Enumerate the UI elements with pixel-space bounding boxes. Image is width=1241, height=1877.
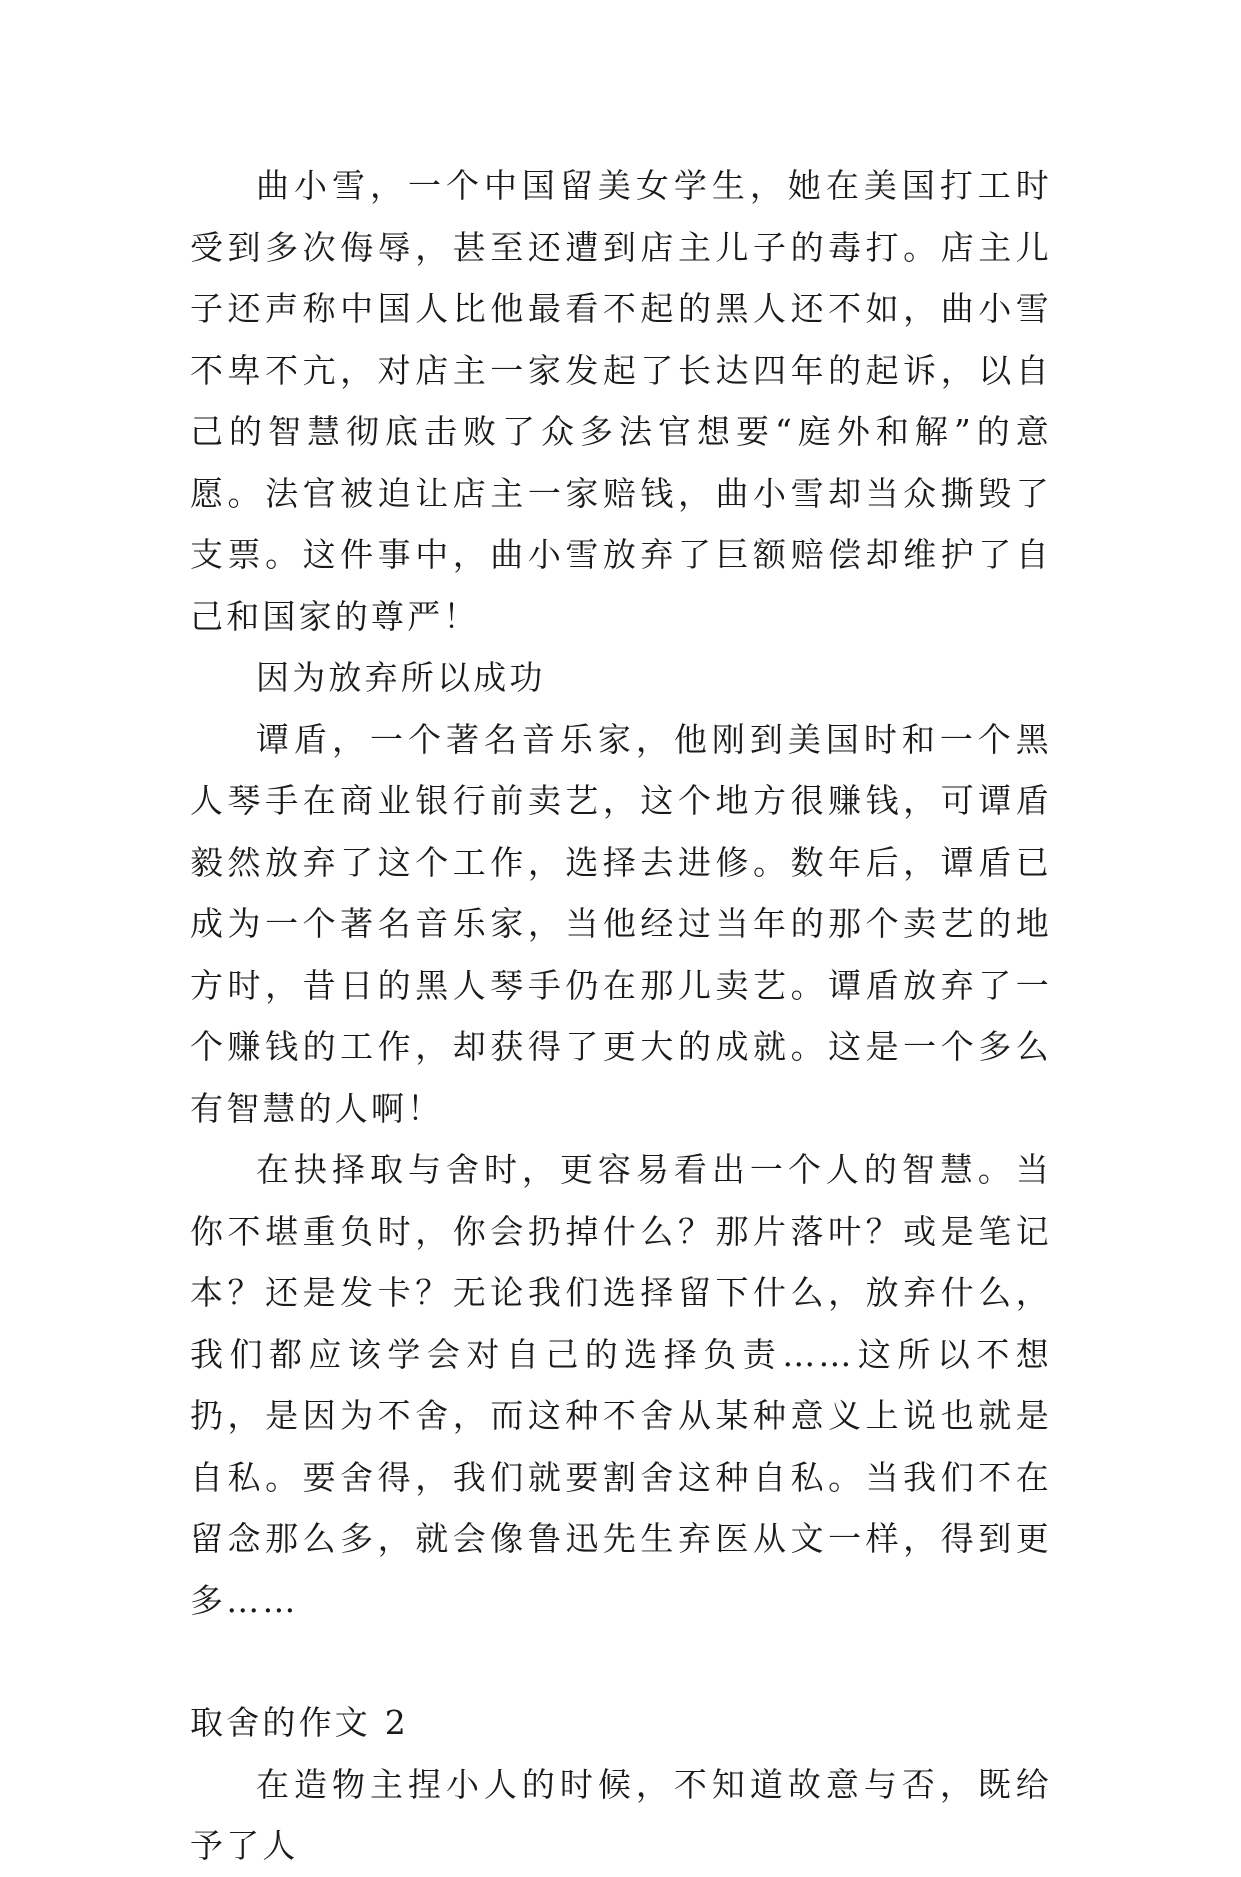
document-page — [190, 155, 1052, 1877]
subheading-give-up-success: 因为放弃所以成功 — [256, 658, 546, 697]
paragraph-creator: 在造物主捏小人的时候，不知道故意与否，既给予了人 — [190, 1764, 1052, 1865]
paragraph-choice-wisdom: 在抉择取与舍时，更容易看出一个人的智慧。当你不堪重负时，你会扔掉什么？那片落叶？或是笔记本？还是发卡？无论我们选择留下什么，放弃什么，我们都应该学会对自己的选择负责……这所以不想扔，是因为不舍，而这种不舍从某种意义上说也就是自私。要舍得，我们就要割舍这种自私。当我们不在留念那么多，就会像鲁迅先生弃医从文一样，得到更多…… — [190, 1150, 1052, 1620]
section-title: 取舍的作文 2 — [190, 1703, 409, 1742]
paragraph-qu-xiaoxue: 曲小雪，一个中国留美女学生，她在美国打工时受到多次侮辱，甚至还遭到店主儿子的毒打。店主儿子还声称中国人比他最看不起的黑人还不如，曲小雪不卑不亢，对店主一家发起了长达四年的起诉，以自己的智慧彻底击败了众多法官想要“庭外和解”的意愿。法官被迫让店主一家赔钱，曲小雪却当众撕毁了支票。这件事中，曲小雪放弃了巨额赔偿却维护了自己和国家的尊严！ — [190, 166, 1052, 636]
paragraph-tan-dun: 谭盾，一个著名音乐家，他刚到美国时和一个黑人琴手在商业银行前卖艺，这个地方很赚钱，可谭盾毅然放弃了这个工作，选择去进修。数年后，谭盾已成为一个著名音乐家，当他经过当年的那个卖艺的地方时，昔日的黑人琴手仍在那儿卖艺。谭盾放弃了一个赚钱的工作，却获得了更大的成就。这是一个多么有智慧的人啊！ — [190, 719, 1052, 1128]
